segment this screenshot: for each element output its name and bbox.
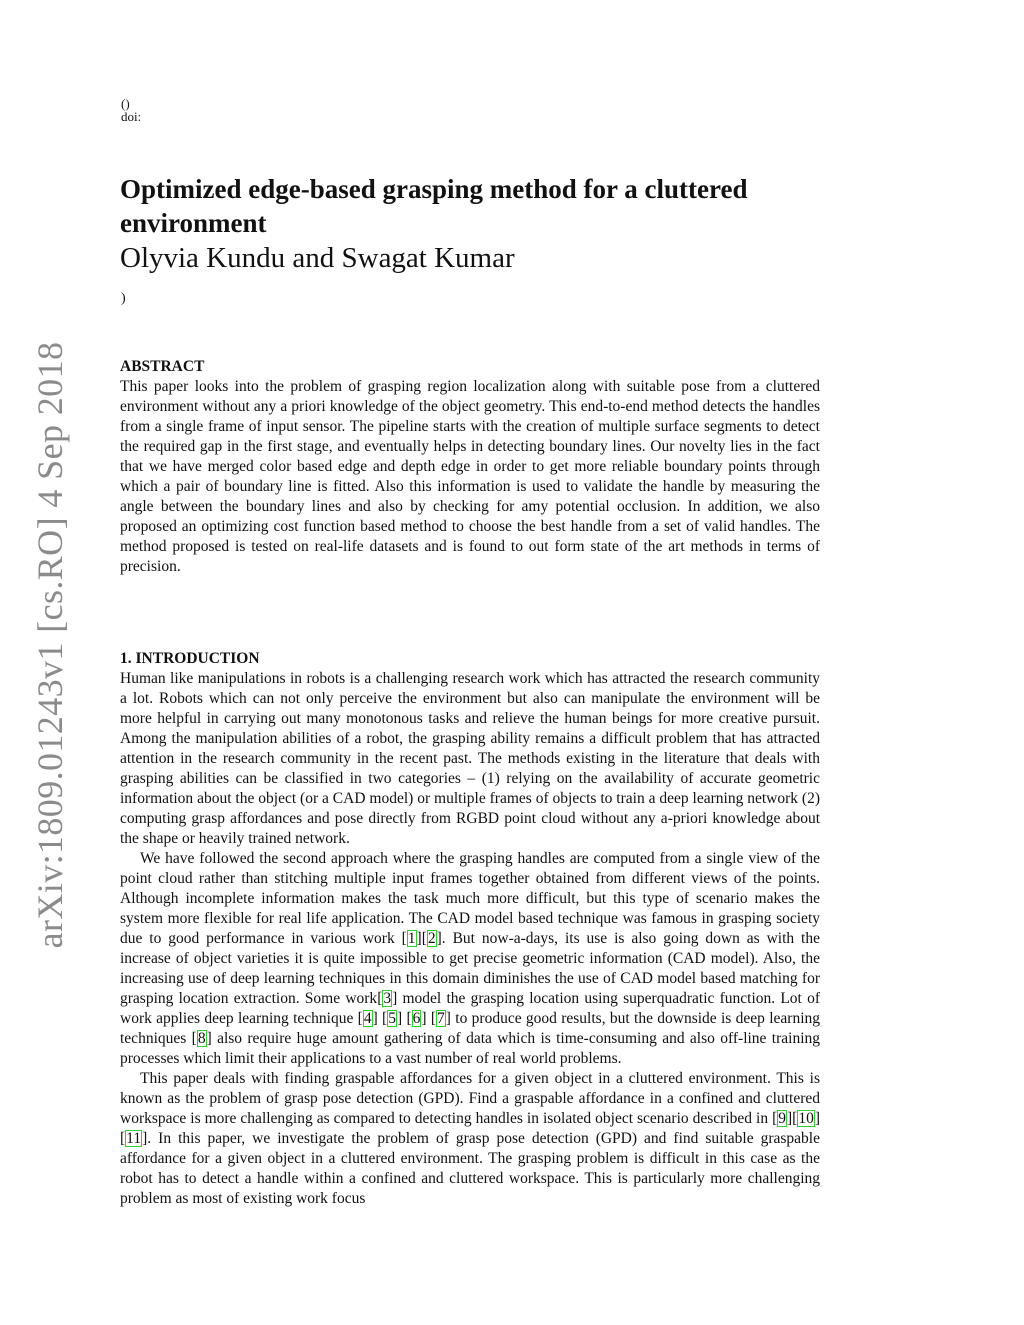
affiliation: )	[121, 291, 126, 306]
citation-link[interactable]: 3	[383, 990, 392, 1007]
text-run: This paper deals with finding graspable affordances for a given object in a cluttered environment. This is known as the problem of grasp pose detection (GPD). Find a graspable affordance in a confined and cluttered workspace is more challenging as compared to detecting handles in isolated object scenario described in	[120, 1070, 820, 1127]
text-run: also require huge amount gathering of data which is time-consuming and also off-line training processes which limit their applications to a vast number of real world problems.	[120, 1030, 820, 1067]
text-run: . In this paper, we investigate the problem of grasp pose detection (GPD) and find suitable graspable affordance for a given object in a cluttered environment. The grasping problem is difficult in this case as the robot has to detect a handle within a confined and cluttered workspace. This is particularly more challenging problem as most of existing work focus	[120, 1130, 820, 1207]
citation-link[interactable]: 1	[407, 930, 416, 947]
abstract-heading: ABSTRACT	[120, 358, 205, 375]
arxiv-side-watermark: arXiv:1809.01243v1 [cs.RO] 4 Sep 2018	[30, 341, 70, 949]
text-run: model the grasping location using superquadratic function. Lot of work applies deep learning technique	[120, 990, 820, 1027]
citation-link[interactable]: 7	[437, 1010, 445, 1027]
citation-link[interactable]: 9	[778, 1110, 786, 1127]
doi-label: doi:	[121, 109, 142, 124]
citation-link[interactable]: 2	[427, 930, 436, 947]
text-run: to produce good results, but the downside is deep learning techniques	[120, 1010, 821, 1047]
citation-link[interactable]: 10	[798, 1110, 814, 1127]
paper-authors: Olyvia Kundu and Swagat Kumar	[120, 242, 515, 274]
intro-paragraph-3: This paper deals with finding graspable affordances for a given object in a cluttered environment. This is known as the problem of grasp pose detection (GPD). Find a graspable affordance in a confined and cluttered workspace is more challenging as compared to detecting handles in isolated object scenario described in [9][10][11]. In this paper, we investigate the problem of grasp pose detection (GPD) and find suitable graspable affordance for a given object in a cluttered environment. The grasping problem is difficult in this case as the robot has to detect a handle within a confined and cluttered workspace. This is particularly more challenging problem as most of existing work focus	[120, 1070, 820, 1207]
intro-paragraph-2: We have followed the second approach where the grasping handles are computed from a single view of the point cloud rather than stitching multiple input frames together obtained from different views of the points. Although incomplete information makes the task much more difficult, but this type of scenario makes the system more flexible for real life application. The CAD model based technique was famous in grasping society due to good performance in various work [1][2]. But now-a-days, its use is also going down as with the increase of object varieties it is quite impossible to get precise geometric information (CAD model). Also, the increasing use of deep learning techniques in this domain diminishes the use of CAD model based matching for grasping location extraction. Some work[3] model the grasping location using superquadratic function. Lot of work applies deep learning technique [4] [5] [6] [7] to produce good results, but the downside is deep learning techniques [8] also require huge amount gathering of data which is time-consuming and also off-line training processes which limit their applications to a vast number of real world problems.	[120, 850, 821, 1067]
citation-link[interactable]: 11	[126, 1130, 142, 1147]
introduction-heading: 1. INTRODUCTION	[120, 650, 260, 667]
text-run: We have followed the second approach where the grasping handles are computed from a single view of the point cloud rather than stitching multiple input frames together obtained from different views of the points. Although incomplete information makes the task much more difficult, but this type of scenario makes the system more flexible for real life application. The CAD model based technique was famous in grasping society due to good performance in various work	[120, 850, 820, 947]
header-meta-line: ()	[121, 96, 130, 111]
text-run: . But now-a-days, its use is also going down as with the increase of object varieties it is quite impossible to get precise geometric information (CAD model). Also, the increasing use of deep learning techniques in this domain diminishes the use of CAD model based matching for grasping location extraction. Some work	[120, 930, 820, 1007]
abstract-text: This paper looks into the problem of grasping region localization along with suitable pose from a cluttered environment without any a priori knowledge of the object geometry. This end-to-end method detects the handles from a single frame of input sensor. The pipeline starts with the creation of multiple surface segments to detect the required gap in the first stage, and eventually helps in detecting boundary lines. Our novelty lies in the fact that we have merged color based edge and depth edge in order to get more reliable boundary points through which a pair of boundary line is fitted. Also this information is used to validate the handle by measuring the angle between the boundary lines and also by checking for amy potential occlusion. In addition, we also proposed an optimizing cost function based method to choose the best handle from a set of valid handles. The method proposed is tested on real-life datasets and is found to out form state of the art methods in terms of precision.	[120, 378, 820, 575]
citation-link[interactable]: 5	[388, 1010, 396, 1027]
citation-link[interactable]: 4	[363, 1010, 372, 1027]
paper-title: Optimized edge-based grasping method for a cluttered environment	[120, 174, 748, 238]
abstract-section	[120, 357, 820, 577]
introduction-section	[120, 649, 820, 1209]
citation-link[interactable]: 6	[412, 1010, 421, 1027]
citation-link[interactable]: 8	[197, 1030, 206, 1047]
intro-paragraph-1: Human like manipulations in robots is a challenging research work which has attracted the research community a lot. Robots which can not only perceive the environment but also can manipulate the environment will be more helpful in carrying out many monotonous tasks and relieve the human beings for more creative pursuit. Among the manipulation abilities of a robot, the grasping ability remains a difficult problem that has attracted attention in the research community in the recent past. The methods existing in the literature that deals with grasping abilities can be classified in two categories – (1) relying on the availability of accurate geometric information about the object (or a CAD model) or multiple frames of objects to train a deep learning network (2) computing grasp affordances and pose directly from RGBD point cloud without any a-priori knowledge about the shape or heavily trained network.	[120, 670, 820, 847]
